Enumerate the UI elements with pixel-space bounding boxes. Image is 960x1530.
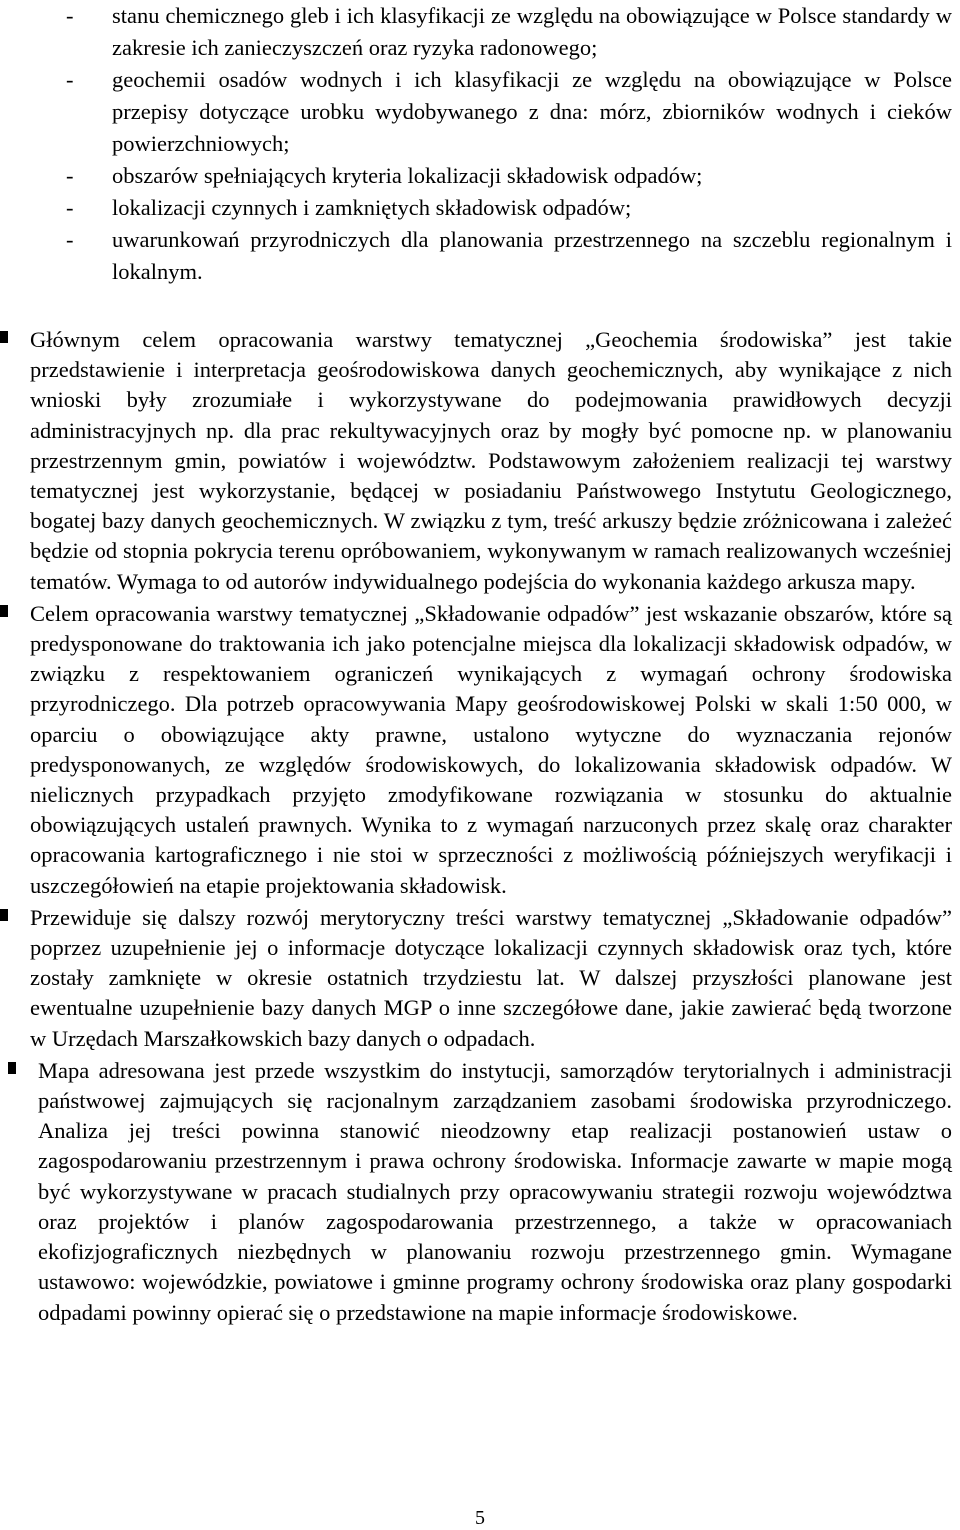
page-number: 5 <box>475 1507 485 1529</box>
dash-item-text: obszarów spełniających kryteria lokalizacji składowisk odpadów; <box>112 163 703 188</box>
dash-marker: - <box>66 67 74 92</box>
paragraph-text: Przewiduje się dalszy rozwój merytoryczny treści warstwy tematycznej „Składowanie odpadów” poprzez uzupełnienie jej o informacje dotyczące lokalizacji czynnych składowisk oraz tych, które zostały zamknięte w okresie ostatnich trzydziestu lat. W dalszej przyszłości planowane jest ewentualne uzupełnienie bazy danych MGP o inne szczegółowe dane, jakie zawierać będą tworzone w Urzędach Marszałkowskich bazy danych o odpadach. <box>30 904 952 1051</box>
dash-marker: - <box>66 163 74 188</box>
dash-marker: - <box>66 227 74 252</box>
dash-item-text: stanu chemicznego gleb i ich klasyfikacji ze względu na obowiązujące w Polsce standardy w zakresie ich zanieczyszczeń oraz ryzyka radonowego; <box>112 3 952 60</box>
paragraph-audience <box>0 1056 960 1328</box>
dash-marker: - <box>66 3 74 28</box>
square-bullet-icon <box>0 605 8 617</box>
paragraph-text: Głównym celem opracowania warstwy tematycznej „Geochemia środowiska” jest takie przedstawienie i interpretacja geośrodowiskowa danych geochemicznych, aby wynikające z nich wnioski były zrozumiałe i wykorzystywane do podejmowania prawidłowych decyzji administracyjnych np. dla prac rekultywacyjnych oraz by mogły być pomocne np. w planowaniu przestrzennym gmin, powiatów i województw. Podstawowym założeniem realizacji tej warstwy tematycznej jest wykorzystanie, będącej w posiadaniu Państwowego Instytutu Geologicznego, bogatej bazy danych geochemicznych. W związku z tym, treść arkuszy będzie zróżnicowana i zależeć będzie od stopnia pokrycia terenu opróbowaniem, wykonywanym w ramach realizowanych wcześniej tematów. Wymaga to od autorów indywidualnego podejścia do wykonania każdego arkusza mapy. <box>30 327 952 594</box>
paragraph-text: Celem opracowania warstwy tematycznej „Składowanie odpadów” jest wskazanie obszarów, które są predysponowane do traktowania ich jako potencjalne miejsca dla lokalizacji składowisk odpadów, w związku z respektowaniem ograniczeń wynikających z wymagań ochrony środowiska przyrodniczego. Dla potrzeb opracowywania Mapy geośrodowiskowej Polski w skali 1:50 000, w oparciu o obowiązujące akty prawne, ustalono wytyczne do wyznaczania rejonów predysponowanych, ze względów środowiskowych, do lokalizowania składowisk odpadów. W nielicznych przypadkach przyjęto zmodyfikowane rozwiązania w stosunku do aktualnie obowiązujących ustaleń prawnych. Wynika to z wymagań narzuconych przez skalę oraz charakter opracowania kartograficznego i nie stoi w sprzeczności z możliwością późniejszych weryfikacji i uszczegółowień na etapie projektowania składowisk. <box>30 600 952 898</box>
dash-item <box>0 64 960 160</box>
square-bullet-icon <box>0 909 8 921</box>
dash-marker: - <box>66 195 74 220</box>
square-bullet-icon <box>8 1062 16 1074</box>
paragraph-future-development <box>0 903 960 1054</box>
paragraph-text: Mapa adresowana jest przede wszystkim do instytucji, samorządów terytorialnych i administracji państwowej zajmujących się racjonalnym zarządzaniem zasobami środowiska przyrodniczego. Analiza jej treści powinna stanowić nieodzowny etap realizacji postanowień ustaw o zagospodarowaniu przestrzennym i prawa ochrony środowiska. Informacje zawarte w mapie mogą być wykorzystywane w pracach studialnych przy opracowywaniu strategii rozwoju województwa oraz projektów i planów zagospodarowania przestrzennego, a także w opracowaniach ekofizjograficznych niezbędnych w planowaniu rozwoju przestrzennego gmin. Wymagane ustawowo: wojewódzkie, powiatowe i gminne programy ochrony środowiska oraz plany gospodarki odpadami powinny opierać się o przedstawione na mapie informacje środowiskowe. <box>38 1057 952 1325</box>
dash-list <box>0 0 960 288</box>
paragraph-waste-storage <box>0 599 960 901</box>
paragraph-geochemistry <box>0 325 960 597</box>
dash-item-text: lokalizacji czynnych i zamkniętych składowisk odpadów; <box>112 195 632 220</box>
bullet-paragraph-list <box>0 325 960 1328</box>
square-bullet-icon <box>0 331 8 343</box>
dash-item <box>0 224 960 288</box>
dash-item <box>0 192 960 224</box>
dash-item <box>0 0 960 64</box>
dash-item-text: uwarunkowań przyrodniczych dla planowania przestrzennego na szczeblu regionalnym i lokalnym. <box>112 227 952 284</box>
dash-item <box>0 160 960 192</box>
dash-item-text: geochemii osadów wodnych i ich klasyfikacji ze względu na obowiązujące w Polsce przepisy dotyczące urobku wydobywanego z dna: mórz, zbiorników wodnych i cieków powierzchniowych; <box>112 67 952 156</box>
